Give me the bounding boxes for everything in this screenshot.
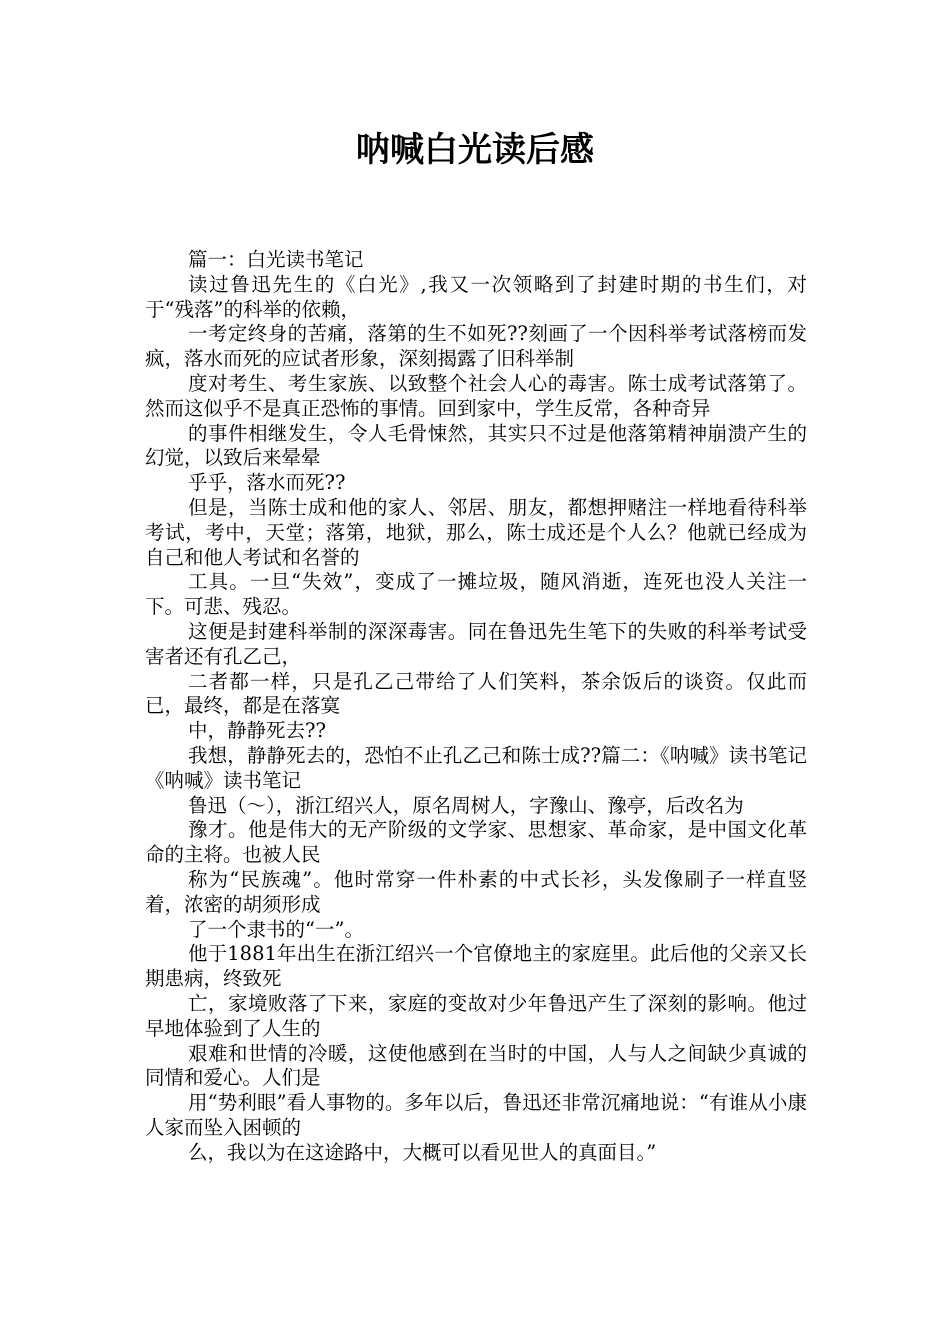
document-body (145, 248, 807, 1165)
paragraph: 读过鲁迅先生的《白光》,我又一次领略到了封建时期的书生们，对于“残落”的科举的依赖， (145, 272, 807, 321)
paragraph: 篇一：白光读书笔记 (188, 248, 364, 271)
paragraph: 么，我以为在这途路中，大概可以看见世人的真面目。” (188, 1140, 657, 1164)
paragraph: 豫才。他是伟大的无产阶级的文学家、思想家、革命家，是中国文化革命的主将。也被人民 (145, 818, 807, 867)
paragraph: 的事件相继发生，令人毛骨悚然，其实只不过是他落第精神崩溃产生的幻觉，以致后来晕晕 (145, 421, 807, 470)
paragraph: 他于1881年出生在浙江绍兴一个官僚地主的家庭里。此后他的父亲又长期患病，终致死 (145, 942, 807, 991)
document-title: 呐喊白光读后感 (356, 130, 594, 170)
paragraph: 二者都一样，只是孔乙己带给了人们笑料，茶余饭后的谈资。仅此而已，最终，都是在落寞 (145, 669, 807, 718)
paragraph: 艰难和世情的冷暖，这使他感到在当时的中国，人与人之间缺少真诚的同情和爱心。人们是 (145, 1041, 807, 1090)
paragraph: 但是，当陈士成和他的家人、邻居、朋友，都想押赌注一样地看待科举考试，考中，天堂；落第，地狱，那么，陈士成还是个人么？他就已经成为自己和他人考试和名誉的 (145, 495, 807, 569)
paragraph: 亡，家境败落了下来，家庭的变故对少年鲁迅产生了深刻的影响。他过早地体验到了人生的 (145, 991, 807, 1040)
paragraph: 乎乎，落水而死?? (188, 471, 346, 495)
paragraph: 中，静静死去?? (188, 719, 326, 743)
paragraph: 工具。一旦“失效”，变成了一摊垃圾，随风消逝，连死也没人关注一下。可悲、残忍。 (145, 570, 807, 619)
paragraph: 鲁迅（～），浙江绍兴人，原名周树人，字豫山、豫亭，后改名为 (188, 793, 744, 817)
paragraph: 了一个隶书的“一”。 (188, 917, 364, 941)
paragraph: 我想，静静死去的，恐怕不止孔乙己和陈士成??篇二：《呐喊》读书笔记《呐喊》读书笔记 (145, 743, 807, 792)
paragraph: 用“势利眼”看人事物的。多年以后，鲁迅还非常沉痛地说：“有谁从小康人家而坠入困顿的 (145, 1091, 807, 1139)
paragraph: 这便是封建科举制的深深毒害。同在鲁迅先生笔下的失败的科举考试受害者还有孔乙己， (145, 619, 807, 668)
paragraph: 度对考生、考生家族、以致整个社会人心的毒害。陈士成考试落第了。然而这似乎不是真正恐怖的事情。回到家中，学生反常，各种奇异 (145, 371, 807, 420)
paragraph: 称为“民族魂”。他时常穿一件朴素的中式长衫，头发像刷子一样直竖着，浓密的胡须形成 (145, 867, 807, 916)
paragraph: 一考定终身的苦痛，落第的生不如死??刻画了一个因科举考试落榜而发疯，落水而死的应试者形象，深刻揭露了旧科举制 (145, 322, 807, 371)
